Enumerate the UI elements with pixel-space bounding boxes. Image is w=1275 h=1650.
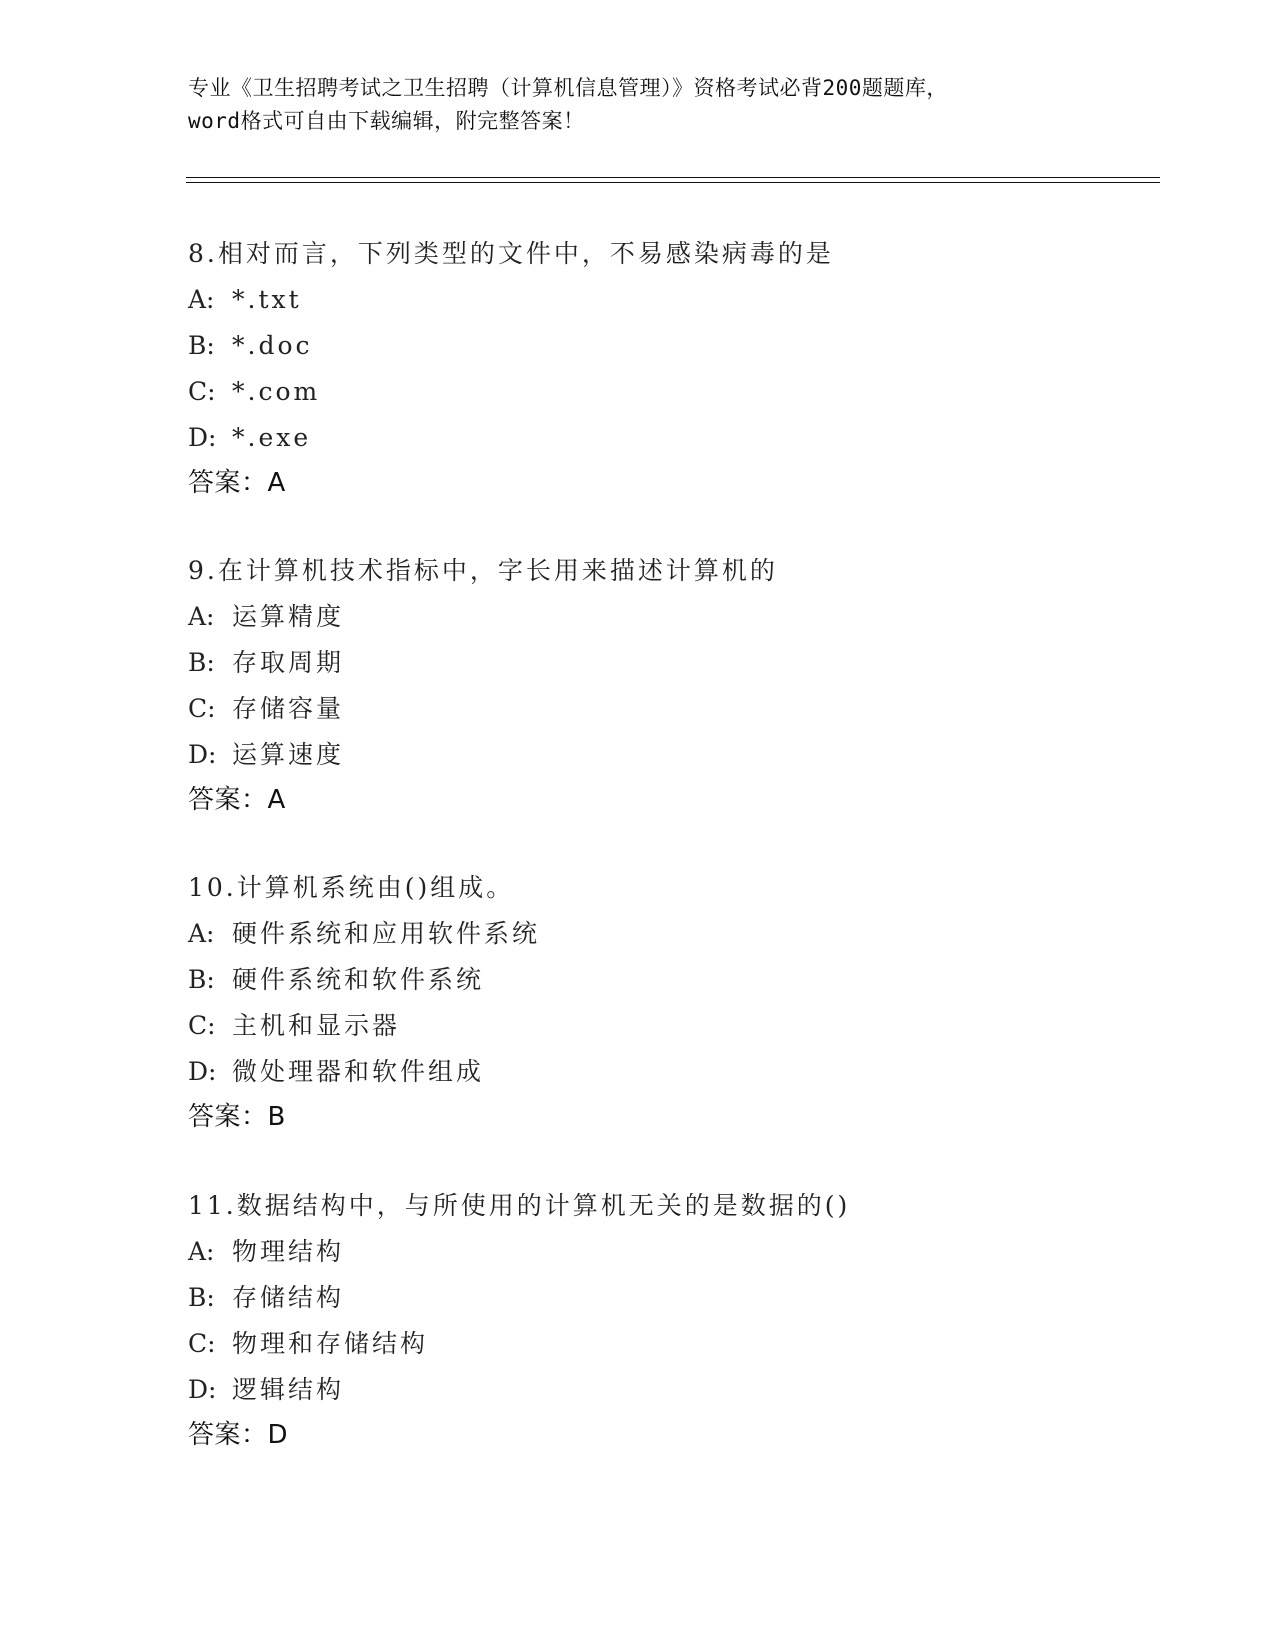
header-line-2: word格式可自由下载编辑，附完整答案！ <box>188 109 585 133</box>
question-title: 10.计算机系统由()组成。 <box>188 873 515 902</box>
option-text: 存储容量 <box>232 694 345 723</box>
option-a <box>188 911 540 957</box>
question-9 <box>188 548 778 822</box>
option-letter: C: <box>188 1329 216 1358</box>
option-text: *.doc <box>232 331 313 360</box>
option-d <box>188 1049 540 1095</box>
option-b <box>188 323 834 369</box>
answer-label: 答案：A <box>188 785 286 815</box>
option-c <box>188 686 778 732</box>
option-letter: D: <box>188 423 217 452</box>
header-divider-bottom <box>186 182 1160 183</box>
option-text: 硬件系统和软件系统 <box>232 965 485 994</box>
question-11 <box>188 1183 850 1457</box>
option-letter: A: <box>188 285 215 314</box>
option-letter: B: <box>188 965 215 994</box>
option-text: *.txt <box>232 285 302 314</box>
option-text: *.com <box>232 377 321 406</box>
option-b <box>188 957 540 1003</box>
option-text: 主机和显示器 <box>232 1011 401 1040</box>
option-c <box>188 1003 540 1049</box>
header-line-1: 专业《卫生招聘考试之卫生招聘（计算机信息管理）》资格考试必背200题题库， <box>188 76 948 100</box>
header-divider-top <box>186 177 1160 178</box>
answer-label: 答案：A <box>188 468 286 498</box>
question-title: 11.数据结构中，与所使用的计算机无关的是数据的() <box>188 1191 851 1220</box>
option-letter: A: <box>188 602 215 631</box>
question-8 <box>188 231 834 505</box>
question-title: 8.相对而言，下列类型的文件中，不易感染病毒的是 <box>188 239 834 268</box>
option-text: 物理和存储结构 <box>232 1329 429 1358</box>
option-text: 存储结构 <box>232 1283 345 1312</box>
option-letter: B: <box>188 648 215 677</box>
option-c <box>188 369 834 415</box>
option-d <box>188 732 778 778</box>
option-d <box>188 1367 850 1413</box>
option-letter: D: <box>188 1057 217 1086</box>
option-letter: C: <box>188 377 216 406</box>
option-text: 运算速度 <box>232 740 345 769</box>
option-b <box>188 1275 850 1321</box>
option-letter: D: <box>188 1375 217 1404</box>
option-text: 存取周期 <box>232 648 345 677</box>
option-text: 硬件系统和应用软件系统 <box>232 919 541 948</box>
option-text: 物理结构 <box>232 1237 345 1266</box>
option-letter: C: <box>188 694 216 723</box>
option-c <box>188 1321 850 1367</box>
option-letter: B: <box>188 331 215 360</box>
option-a <box>188 1229 850 1275</box>
option-a <box>188 277 834 323</box>
option-b <box>188 640 778 686</box>
question-title: 9.在计算机技术指标中，字长用来描述计算机的 <box>188 556 778 585</box>
option-letter: C: <box>188 1011 216 1040</box>
option-text: *.exe <box>232 423 312 452</box>
option-text: 微处理器和软件组成 <box>232 1057 485 1086</box>
option-letter: A: <box>188 1237 215 1266</box>
option-letter: A: <box>188 919 215 948</box>
answer-label: 答案：D <box>188 1420 289 1450</box>
option-text: 运算精度 <box>232 602 345 631</box>
option-d <box>188 415 834 461</box>
option-a <box>188 594 778 640</box>
option-letter: B: <box>188 1283 215 1312</box>
answer-label: 答案：B <box>188 1102 286 1132</box>
option-letter: D: <box>188 740 217 769</box>
option-text: 逻辑结构 <box>232 1375 345 1404</box>
document-header <box>188 72 1088 138</box>
question-10 <box>188 865 540 1139</box>
